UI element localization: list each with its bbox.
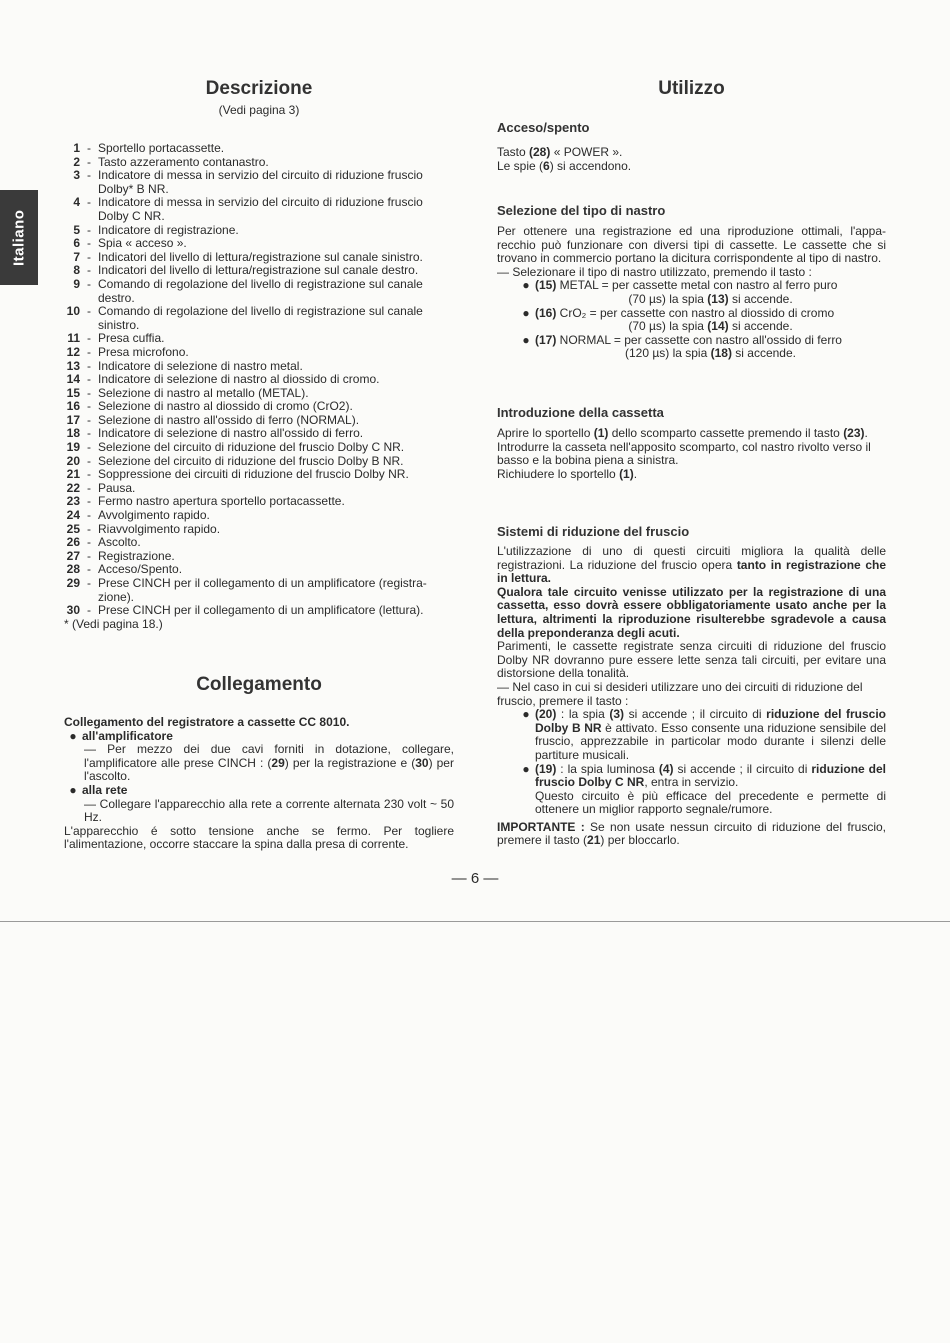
list-item: 21 - Soppressione dei circuiti di riduzione del fruscio Dolby NR. <box>66 467 409 482</box>
list-item: 19 - Selezione del circuito di riduzione del fruscio Dolby C NR. <box>66 440 405 455</box>
dolby-b-option: ● (20) : la spia (3) si accende ; il circuito di riduzione del fruscio Dolby B NR è attivato. Esso consente una riduzione sensibile del fruscio, apprezzabile in particolar modo durante i silenzi delle partiture musicali. <box>522 707 886 762</box>
metal-option: ● (15) METAL = per cassette metal con nastro al ferro puro (70 µs) la spia (13) si accende. <box>522 278 838 306</box>
descrizione-subtitle: (Vedi pagina 3) <box>218 103 300 117</box>
list-item: 30 - Prese CINCH per il collegamento di un amplificatore (lettura). <box>66 603 424 618</box>
list-item: 13 - Indicatore di selezione di nastro metal. <box>66 358 303 373</box>
list-item: 17 - Selezione di nastro all'ossido di ferro (NORMAL). <box>66 412 360 427</box>
list-item: 2 - Tasto azzeramento contanastro. <box>73 154 269 169</box>
introduzione-heading: Introduzione della cassetta <box>497 405 664 420</box>
collegamento-section <box>64 716 454 852</box>
acceso-text: Tasto (28) « POWER ». Le spie (6) si accendono. <box>497 145 632 173</box>
bullet-dot: ● <box>69 782 77 797</box>
list-item: 5 - Indicatore di registrazione. <box>73 222 239 237</box>
selezione-intro: — Selezionare il tipo di nastro utilizzato, premendo il tasto : <box>497 264 812 279</box>
list-item: 28 - Acceso/Spento. <box>66 562 183 577</box>
list-item: 18 - Indicatore di selezione di nastro all'ossido di ferro. <box>66 426 364 441</box>
collegamento-title: Collegamento <box>196 674 322 695</box>
rete-label: alla rete <box>82 782 128 797</box>
cro2-option: ● (16) CrO₂ = per cassette con nastro al diossido di cromo (70 µs) la spia (14) si accende. <box>522 305 835 334</box>
bullet-dot: ● <box>69 728 77 743</box>
bullet-amplificatore <box>64 730 454 744</box>
list-item: 4 - Indicatore di messa in servizio del circuito di riduzione fruscio Dolby C NR. <box>73 195 423 223</box>
descrizione-title: Descrizione <box>205 78 313 99</box>
footnote: * (Vedi pagina 18.) <box>64 616 163 631</box>
bullet-rete <box>64 784 454 798</box>
list-item: 27 - Registrazione. <box>66 548 175 563</box>
list-item: 25 - Riavvolgimento rapido. <box>66 521 221 536</box>
list-item: 16 - Selezione di nastro al diossido di cromo (CrO2). <box>66 399 353 414</box>
list-item: 14 - Indicatore di selezione di nastro al diossido di cromo. <box>66 372 380 387</box>
list-item: 29 - Prese CINCH per il collegamento di un amplificatore (registra-zione). <box>66 576 427 604</box>
list-item: 3 - Indicatore di messa in servizio del circuito di riduzione fruscio Dolby* B NR. <box>73 168 423 196</box>
component-list <box>64 142 454 631</box>
list-item: 12 - Presa microfono. <box>66 344 189 359</box>
list-item: 22 - Pausa. <box>66 480 136 495</box>
introduzione-section: Aprire lo sportello (1) dello scomparto cassette premendo il tasto (23). Introdurre la casseta nell'apposito scomparto, col nastro rivolto verso il basso e la bobina piena a sinistra. Richiudere lo sportello (1). <box>497 426 871 481</box>
collegamento-note: L'apparecchio é sotto tensione anche se fermo. Per togliere l'alimentazione, occorre staccare la spina dalla presa di corrente. <box>64 823 454 852</box>
acceso-heading: Acceso/spento <box>497 120 590 135</box>
dolby-c-option: ● (19) : la spia luminosa (4) si accende ; il circuito di riduzione del fruscio Dolby C NR, entra in servizio. Questo circuito è più efficace del precedente e permette di ottenere un miglior rapporto segnale/rumore. <box>522 761 886 817</box>
list-item: 6 - Spia « acceso ». <box>73 236 187 251</box>
list-item: 1 - Sportello portacassette. <box>73 141 225 155</box>
selezione-para: Per ottenere una registrazione ed una riproduzione ottimali, l'appa-recchio può funzionare con diversi tipi di cassette. Le cassette che si trovano in commercio portano la dicitura corrispondente al tipo di nastro. <box>497 224 886 266</box>
list-item: 26 - Ascolto. <box>66 535 141 550</box>
selezione-section <box>497 225 886 361</box>
list-item: 8 - Indicatori del livello di lettura/registrazione sul canale destro. <box>73 263 419 278</box>
side-tab-label: Italiano <box>10 209 28 266</box>
list-item: 20 - Selezione del circuito di riduzione del fruscio Dolby B NR. <box>66 453 404 468</box>
list-item: 10 - Comando di regolazione del livello di registrazione sul canale sinistro. <box>66 304 423 332</box>
language-side-tab <box>0 190 38 285</box>
list-item: 24 - Avvolgimento rapido. <box>66 508 210 523</box>
normal-option: ● (17) NORMAL = per cassette con nastro all'ossido di ferro (120 µs) la spia (18) si accende. <box>522 332 842 361</box>
page-number: — 6 — <box>451 870 499 887</box>
collegamento-heading: Collegamento del registratore a cassette CC 8010. <box>64 715 350 729</box>
selezione-heading: Selezione del tipo di nastro <box>497 203 666 218</box>
rete-text: — Collegare l'apparecchio alla rete a corrente alternata 230 volt ~ 50 Hz. <box>84 796 454 825</box>
list-item: 9 - Comando di regolazione del livello di registrazione sul canale destro. <box>73 276 423 305</box>
amp-text: — Per mezzo dei due cavi forniti in dotazione, collegare, l'amplificatore alle prese CINCH : (29) per la registrazione e (30) per l'ascolto. <box>84 742 454 784</box>
list-item: 7 - Indicatori del livello di lettura/registrazione sul canale sinistro. <box>73 249 423 264</box>
utilizzo-title: Utilizzo <box>658 78 725 99</box>
page-divider <box>0 921 950 922</box>
list-item: 15 - Selezione di nastro al metallo (METAL). <box>66 385 309 400</box>
sistemi-heading: Sistemi di riduzione del fruscio <box>497 524 690 539</box>
sistemi-section: L'utilizzazione di uno di questi circuiti migliora la qualità delle registrazioni. La riduzione del fruscio opera tanto in registrazione che in lettura. Qualora tale circuito venisse utilizzato per la registrazione di una cassetta, esso dovrà essere obbligatoriamente usato anche per la lettura, altrimenti la riproduzione risulterebbe sgradevole a causa della preponderanza degli acuti. Parimenti, le cassette registrate senza circuiti di riduzione del fruscio Dolby NR dovranno pure essere lette senza tali circuiti, per evitare una distorsione della tonalità. — Nel caso in cui si desideri utilizzare uno dei circuiti di riduzione del fruscio, premere il tasto : ● (20) : la spia (3) si accende ; il circuito di riduzione del fruscio Dolby B NR è attivato. Esso consente una riduzione sensibile del fruscio, apprezzabile in particolar modo durante i silenzi delle partiture musicali. ● (19) : la spia luminosa (4) si accende ; il circuito di riduzione del fruscio Dolby C NR, entra in servizio. Questo circuito è più efficace del precedente e permette di ottenere un miglior rapporto segnale/rumore. IMPORTANTE : Se non usate nessun circuito di riduzione del fruscio, premere il tasto (21) per bloccarlo. <box>497 544 887 848</box>
amp-label: all'amplificatore <box>82 728 173 743</box>
list-item: 11 - Presa cuffia. <box>67 331 165 346</box>
list-item: 23 - Fermo nastro apertura sportello portacassette. <box>66 494 345 509</box>
